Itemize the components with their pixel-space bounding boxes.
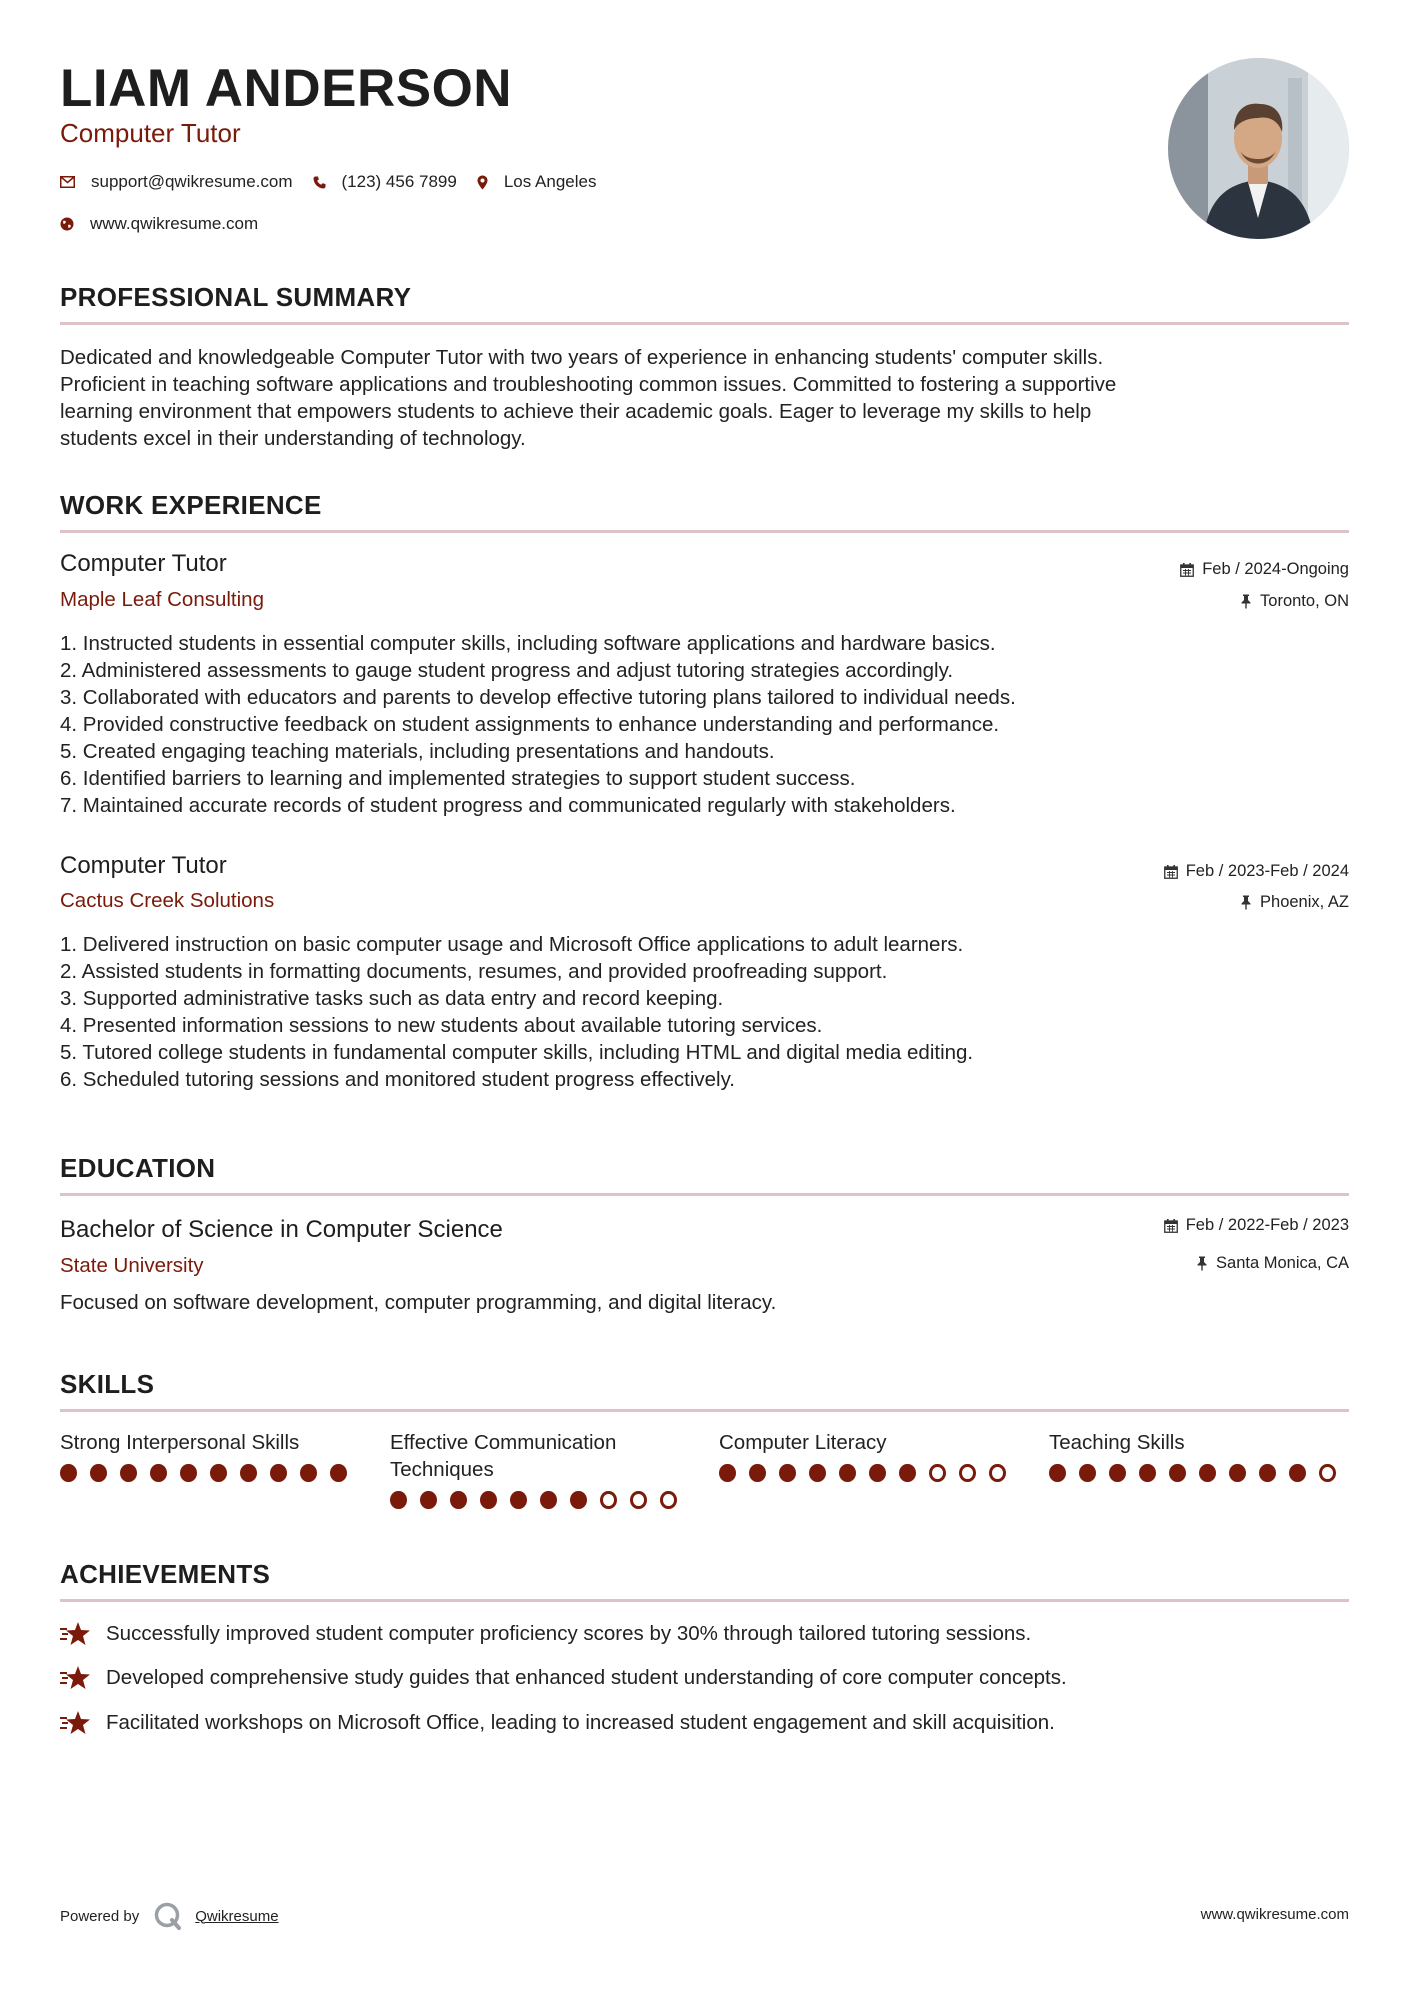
calendar-icon [1164, 1219, 1178, 1233]
rating-dot-filled [150, 1464, 167, 1482]
work-divider [60, 530, 1349, 533]
star-icon [60, 1621, 92, 1647]
rating-dot-filled [120, 1464, 137, 1482]
rating-dot-filled [719, 1464, 736, 1482]
job-company: Maple Leaf Consulting [60, 588, 264, 611]
rating-dot-filled [1079, 1464, 1096, 1482]
rating-dot-filled [270, 1464, 287, 1482]
qwikresume-link[interactable]: Qwikresume [195, 1907, 279, 1925]
rating-dot-filled [450, 1491, 467, 1509]
achievement-text: Facilitated workshops on Microsoft Office, leading to increased student engagement and skill acquisition. [106, 1711, 1055, 1734]
skill-rating [1049, 1464, 1349, 1482]
rating-dot-filled [180, 1464, 197, 1482]
profile-photo [1168, 58, 1349, 239]
rating-dot-filled [540, 1491, 557, 1509]
rating-dot-filled [480, 1491, 497, 1509]
footer-website[interactable]: www.qwikresume.com [1200, 1906, 1349, 1923]
rating-dot-filled [839, 1464, 856, 1482]
rating-dot-filled [749, 1464, 766, 1482]
star-icon [60, 1665, 92, 1691]
achievement-item [60, 1665, 1067, 1691]
rating-dot-filled [60, 1464, 77, 1482]
email-text: support@qwikresume.com [91, 172, 293, 191]
powered-by-label: Powered by [60, 1907, 140, 1925]
job-location [1240, 893, 1349, 912]
candidate-role: Computer Tutor [60, 118, 241, 148]
job-location [1240, 592, 1349, 611]
star-icon [60, 1710, 92, 1736]
contact-website[interactable] [60, 214, 258, 234]
rating-dot-filled [1229, 1464, 1246, 1482]
education-dates-text: Feb / 2022-Feb / 2023 [1185, 1216, 1349, 1234]
pushpin-icon [1196, 1256, 1208, 1271]
skill-name-line: Techniques [390, 1458, 494, 1481]
phone-text: (123) 456 7899 [341, 172, 457, 191]
skill-rating [390, 1491, 690, 1509]
skill-item [1049, 1429, 1349, 1482]
achievement-item [60, 1621, 1031, 1647]
rating-dot-empty [1319, 1464, 1336, 1482]
list-item: 4. Provided constructive feedback on student assignments to enhance understanding and performance. [60, 713, 1000, 736]
rating-dot-filled [570, 1491, 587, 1509]
skills-divider [60, 1409, 1349, 1412]
rating-dot-filled [300, 1464, 317, 1482]
envelope-icon [60, 176, 75, 188]
website-text: www.qwikresume.com [90, 214, 259, 233]
list-item: 3. Supported administrative tasks such as data entry and record keeping. [60, 987, 724, 1010]
skill-name [719, 1429, 1019, 1456]
map-pin-icon [477, 175, 488, 190]
skill-name-line: Strong Interpersonal Skills [60, 1431, 300, 1454]
degree-title: Bachelor of Science in Computer Science [60, 1216, 503, 1243]
job-company: Cactus Creek Solutions [60, 889, 275, 912]
education-divider [60, 1193, 1349, 1196]
job-dates [1164, 862, 1349, 881]
rating-dot-filled [90, 1464, 107, 1482]
achievement-text: Developed comprehensive study guides that enhanced student understanding of core computer concepts. [106, 1666, 1067, 1689]
list-item: 7. Maintained accurate records of student progress and communicated regularly with stakeholders. [60, 794, 956, 817]
rating-dot-filled [1169, 1464, 1186, 1482]
list-item: 5. Tutored college students in fundamental computer skills, including HTML and digital media editing. [60, 1041, 974, 1064]
rating-dot-empty [600, 1491, 617, 1509]
location-text: Los Angeles [503, 172, 597, 191]
work-heading: WORK EXPERIENCE [60, 490, 322, 520]
rating-dot-filled [510, 1491, 527, 1509]
skill-item [60, 1429, 360, 1482]
skill-rating [60, 1464, 360, 1482]
skill-name-line: Effective Communication [390, 1431, 617, 1454]
rating-dot-filled [210, 1464, 227, 1482]
list-item: 4. Presented information sessions to new students about available tutoring services. [60, 1014, 823, 1037]
rating-dot-filled [420, 1491, 437, 1509]
job-title: Computer Tutor [60, 550, 227, 577]
skill-name-line: Teaching Skills [1049, 1431, 1185, 1454]
job-dates-text: Feb / 2023-Feb / 2024 [1185, 862, 1349, 880]
skill-name [60, 1429, 360, 1456]
rating-dot-filled [1199, 1464, 1216, 1482]
contact-row-website [60, 214, 278, 234]
achievement-text: Successfully improved student computer proficiency scores by 30% through tailored tutoring sessions. [106, 1622, 1032, 1645]
rating-dot-filled [779, 1464, 796, 1482]
calendar-icon [1180, 563, 1194, 577]
job-dates [1180, 560, 1349, 579]
list-item: 6. Identified barriers to learning and implemented strategies to support student success. [60, 767, 856, 790]
skill-name [1049, 1429, 1349, 1456]
rating-dot-filled [1259, 1464, 1276, 1482]
list-item: 3. Collaborated with educators and parents to develop effective tutoring plans tailored to individual needs. [60, 686, 1016, 709]
list-item: 6. Scheduled tutoring sessions and monitored student progress effectively. [60, 1068, 735, 1091]
summary-line: learning environment that empowers students to achieve their academic goals. Eager to leverage my skills to help [60, 400, 1092, 423]
skill-item [719, 1429, 1019, 1482]
list-item: 1. Instructed students in essential computer skills, including software applications and hardware basics. [60, 632, 996, 655]
rating-dot-empty [630, 1491, 647, 1509]
rating-dot-empty [660, 1491, 677, 1509]
rating-dot-filled [869, 1464, 886, 1482]
footer-powered-by [60, 1901, 279, 1931]
job-title: Computer Tutor [60, 852, 227, 879]
rating-dot-empty [929, 1464, 946, 1482]
rating-dot-filled [1289, 1464, 1306, 1482]
summary-line: students excel in their understanding of technology. [60, 427, 526, 450]
summary-divider [60, 322, 1349, 325]
achievement-item [60, 1710, 1055, 1736]
pushpin-icon [1240, 594, 1252, 609]
resume-page [60, 0, 1349, 1990]
contact-email[interactable] [60, 172, 293, 192]
rating-dot-filled [1049, 1464, 1066, 1482]
skill-item [390, 1429, 690, 1509]
rating-dot-filled [330, 1464, 347, 1482]
contact-location [477, 172, 597, 192]
list-item: 5. Created engaging teaching materials, including presentations and handouts. [60, 740, 775, 763]
job-location-text: Toronto, ON [1260, 592, 1349, 610]
rating-dot-filled [1109, 1464, 1126, 1482]
pushpin-icon [1240, 895, 1252, 910]
rating-dot-filled [390, 1491, 407, 1509]
achievements-divider [60, 1599, 1349, 1602]
achievements-heading: ACHIEVEMENTS [60, 1559, 271, 1589]
education-description: Focused on software development, computer programming, and digital literacy. [60, 1291, 777, 1314]
summary-line: Dedicated and knowledgeable Computer Tutor with two years of experience in enhancing students' computer skills. [60, 346, 1104, 369]
globe-icon [60, 217, 74, 231]
contact-phone[interactable] [313, 172, 457, 192]
rating-dot-empty [959, 1464, 976, 1482]
education-location-text: Santa Monica, CA [1216, 1254, 1349, 1272]
job-bullets [60, 630, 1349, 819]
rating-dot-filled [240, 1464, 257, 1482]
job-location-text: Phoenix, AZ [1260, 893, 1349, 911]
education-dates [1164, 1216, 1349, 1235]
summary-line: Proficient in teaching software applications and troubleshooting common issues. Committed to fostering a supportive [60, 373, 1117, 396]
contact-row [60, 172, 616, 192]
calendar-icon [1164, 865, 1178, 879]
list-item: 1. Delivered instruction on basic computer usage and Microsoft Office applications to adult learners. [60, 933, 964, 956]
skill-name [390, 1429, 690, 1483]
skill-name-line: Computer Literacy [719, 1431, 887, 1454]
rating-dot-filled [1139, 1464, 1156, 1482]
list-item: 2. Assisted students in formatting documents, resumes, and provided proofreading support. [60, 960, 888, 983]
job-bullets [60, 931, 1349, 1093]
qwikresume-logo-icon [153, 1901, 183, 1931]
rating-dot-empty [989, 1464, 1006, 1482]
education-heading: EDUCATION [60, 1153, 216, 1183]
school-name: State University [60, 1254, 204, 1277]
summary-text [60, 344, 1349, 452]
education-location [1196, 1254, 1349, 1273]
rating-dot-filled [899, 1464, 916, 1482]
skills-heading: SKILLS [60, 1369, 155, 1399]
summary-heading: PROFESSIONAL SUMMARY [60, 282, 412, 312]
candidate-name: LIAM ANDERSON [60, 59, 513, 118]
rating-dot-filled [809, 1464, 826, 1482]
phone-icon [313, 176, 326, 189]
skill-rating [719, 1464, 1019, 1482]
job-dates-text: Feb / 2024-Ongoing [1202, 560, 1349, 578]
list-item: 2. Administered assessments to gauge student progress and adjust tutoring strategies accordingly. [60, 659, 954, 682]
